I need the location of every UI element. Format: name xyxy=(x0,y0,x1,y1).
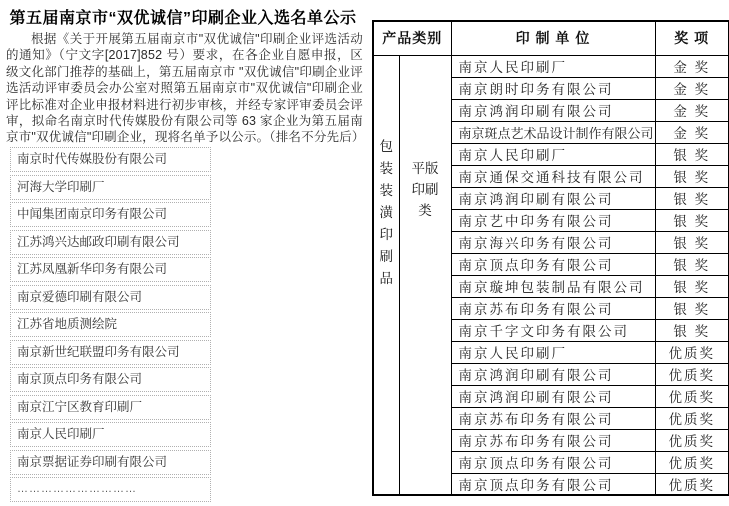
award-cell: 优质奖 xyxy=(655,429,729,451)
unit-cell: 南京人民印刷厂 xyxy=(451,55,655,77)
unit-cell: 南京艺中印务有限公司 xyxy=(451,209,655,231)
award-table-wrap xyxy=(372,20,729,496)
award-cell: 优质奖 xyxy=(655,363,729,385)
header-award: 奖 项 xyxy=(655,21,729,55)
unit-cell: 南京苏布印务有限公司 xyxy=(451,407,655,429)
list-item: 南京人民印刷厂 xyxy=(10,422,211,447)
unit-cell: 南京鸿润印刷有限公司 xyxy=(451,99,655,121)
unit-cell: 南京海兴印务有限公司 xyxy=(451,231,655,253)
award-cell: 金 奖 xyxy=(655,99,729,121)
list-item: 江苏鸿兴达邮政印刷有限公司 xyxy=(10,230,211,255)
award-cell: 银 奖 xyxy=(655,253,729,275)
page-title: 第五届南京市“双优诚信”印刷企业入选名单公示 xyxy=(9,10,357,27)
award-cell: 银 奖 xyxy=(655,275,729,297)
unit-cell: 南京千字文印务有限公司 xyxy=(451,319,655,341)
list-item: 南京江宁区教育印刷厂 xyxy=(10,395,211,420)
award-cell: 优质奖 xyxy=(655,451,729,473)
category-vertical-text: 包装装潢印刷品 xyxy=(379,138,393,286)
award-cell: 金 奖 xyxy=(655,77,729,99)
award-cell: 金 奖 xyxy=(655,55,729,77)
unit-cell: 南京鸿润印刷有限公司 xyxy=(451,385,655,407)
unit-cell: 南京顶点印务有限公司 xyxy=(451,253,655,275)
subcategory-vertical-text: 平版印刷类 xyxy=(411,160,439,218)
award-cell: 银 奖 xyxy=(655,165,729,187)
list-item: 南京时代传媒股份有限公司 xyxy=(10,147,211,172)
unit-cell: 南京人民印刷厂 xyxy=(451,341,655,363)
table-header-row xyxy=(373,21,729,55)
award-cell: 优质奖 xyxy=(655,385,729,407)
unit-cell: 南京人民印刷厂 xyxy=(451,143,655,165)
award-cell: 银 奖 xyxy=(655,187,729,209)
list-item: 江苏凤凰新华印务有限公司 xyxy=(10,257,211,282)
header-printing-unit: 印 制 单 位 xyxy=(451,21,655,55)
unit-cell: 南京顶点印务有限公司 xyxy=(451,451,655,473)
list-item: 南京新世纪联盟印务有限公司 xyxy=(10,340,211,365)
unit-cell: 南京鸿润印刷有限公司 xyxy=(451,187,655,209)
subcategory-cell xyxy=(399,55,451,495)
header-product-category: 产品类别 xyxy=(373,21,451,55)
unit-cell: 南京苏布印务有限公司 xyxy=(451,297,655,319)
list-item-ellipsis: ………………………… xyxy=(10,477,211,502)
award-cell: 优质奖 xyxy=(655,341,729,363)
unit-cell: 南京顶点印务有限公司 xyxy=(451,473,655,495)
unit-cell: 南京斑点艺术品设计制作有限公司 xyxy=(451,121,655,143)
award-cell: 金 奖 xyxy=(655,121,729,143)
list-item: 南京爱德印刷有限公司 xyxy=(10,285,211,310)
announcement-paragraph: 根据《关于开展第五届南京市"双优诚信"印刷企业评选活动的通知》（宁文字[2017]852 号）要求，在各企业自愿申报，区级文化部门推荐的基础上，第五届南京市 "双优诚信"印刷企业评选活动评审委员会办公室对照第五届南京市"双优诚信"印刷企业评比标准对企业申报材料进行初步审核，并经专家评审委员会评审，拟命名南京时代传媒股份有限公司等 63 家企业为第五届南京市"双优诚信"印刷企业，现将名单予以公示。（排名不分先后） xyxy=(6,32,365,145)
list-item: 河海大学印刷厂 xyxy=(10,175,211,200)
award-table xyxy=(372,20,729,496)
company-list xyxy=(10,147,211,505)
unit-cell: 南京朗时印务有限公司 xyxy=(451,77,655,99)
award-cell: 银 奖 xyxy=(655,319,729,341)
award-cell: 银 奖 xyxy=(655,143,729,165)
unit-cell: 南京通保交通科技有限公司 xyxy=(451,165,655,187)
list-item: 南京顶点印务有限公司 xyxy=(10,367,211,392)
award-cell: 银 奖 xyxy=(655,231,729,253)
award-cell: 银 奖 xyxy=(655,297,729,319)
unit-cell: 南京鸿润印刷有限公司 xyxy=(451,363,655,385)
award-cell: 银 奖 xyxy=(655,209,729,231)
unit-cell: 南京璇坤包装制品有限公司 xyxy=(451,275,655,297)
category-cell xyxy=(373,55,399,495)
unit-cell: 南京苏布印务有限公司 xyxy=(451,429,655,451)
award-cell: 优质奖 xyxy=(655,473,729,495)
list-item: 南京票据证券印刷有限公司 xyxy=(10,450,211,475)
list-item: 中闻集团南京印务有限公司 xyxy=(10,202,211,227)
table-row xyxy=(373,55,729,77)
award-cell: 优质奖 xyxy=(655,407,729,429)
list-item: 江苏省地质测绘院 xyxy=(10,312,211,337)
